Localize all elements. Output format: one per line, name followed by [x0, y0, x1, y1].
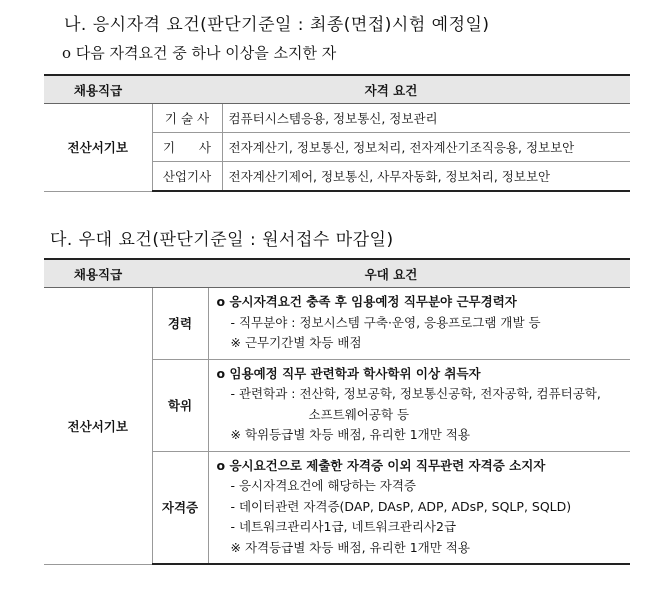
- preference-detail-cell: [208, 359, 630, 451]
- preference-detail-cell: [208, 451, 630, 564]
- preference-note: ※ 자격등급별 차등 배점, 유리한 1개만 적용: [230, 539, 470, 555]
- preference-line: - 네트워크관리사1급, 네트워크관리사2급: [230, 519, 457, 534]
- eligibility-table: [44, 74, 630, 192]
- cert-type-cell: 산업기사: [152, 162, 222, 192]
- preference-line: - 관련학과 : 전산학, 정보공학, 정보통신공학, 전자공학, 컴퓨터공학,: [230, 386, 601, 401]
- preference-line-continued: 소프트웨어공학 등: [308, 406, 410, 422]
- job-grade-cell: 전산서기보: [44, 104, 152, 192]
- preference-line: - 직무분야 : 정보시스템 구축·운영, 응용프로그램 개발 등: [230, 314, 541, 330]
- cert-type-cell: 기 술 사: [152, 104, 222, 133]
- preference-title: o 응시자격요건 충족 후 임용예정 직무분야 근무경력자: [216, 294, 517, 309]
- preference-title: o 응시요건으로 제출한 자격증 이외 직무관련 자격증 소지자: [216, 457, 546, 473]
- table-row: [44, 288, 630, 360]
- preference-type-cell: 경력: [152, 288, 208, 360]
- preference-table: [44, 258, 630, 565]
- preference-type-cell: 자격증: [152, 451, 208, 564]
- preference-line: - 응시자격요건에 해당하는 자격증: [230, 478, 416, 493]
- preference-type-cell: 학위: [152, 359, 208, 451]
- cert-list-cell: 전자계산기제어, 정보통신, 사무자동화, 정보처리, 정보보안: [222, 162, 630, 192]
- preference-line: - 데이터관련 자격증(DAP, DAsP, ADP, ADsP, SQLP, SQLD): [230, 498, 572, 514]
- preference-note: ※ 근무기간별 차등 배점: [230, 335, 362, 350]
- section-heading-preference: 다. 우대 요건(판단기준일 : 원서접수 마감일): [50, 230, 394, 250]
- preference-detail-cell: [208, 288, 630, 360]
- cert-list-cell: 전자계산기, 정보통신, 정보처리, 전자계산기조직응용, 정보보안: [222, 133, 630, 162]
- eligibility-note: o 다음 자격요건 중 하나 이상을 소지한 자: [62, 44, 337, 62]
- preference-title: o 임용예정 직무 관련학과 학사학위 이상 취득자: [216, 365, 481, 381]
- cert-list-cell: 컴퓨터시스템응용, 정보통신, 정보관리: [222, 104, 630, 133]
- job-grade-cell: 전산서기보: [44, 288, 152, 565]
- table-row: [44, 104, 630, 133]
- section-heading-eligibility: 나. 응시자격 요건(판단기준일 : 최종(면접)시험 예정일): [64, 15, 490, 35]
- preference-note: ※ 학위등급별 차등 배점, 유리한 1개만 적용: [230, 427, 470, 442]
- header-qualification: 자격 요건: [152, 75, 630, 104]
- cert-type-cell: 기 사: [152, 133, 222, 162]
- header-preference: 우대 요건: [152, 259, 630, 288]
- header-job-grade: 채용직급: [44, 75, 152, 104]
- header-job-grade: 채용직급: [44, 259, 152, 288]
